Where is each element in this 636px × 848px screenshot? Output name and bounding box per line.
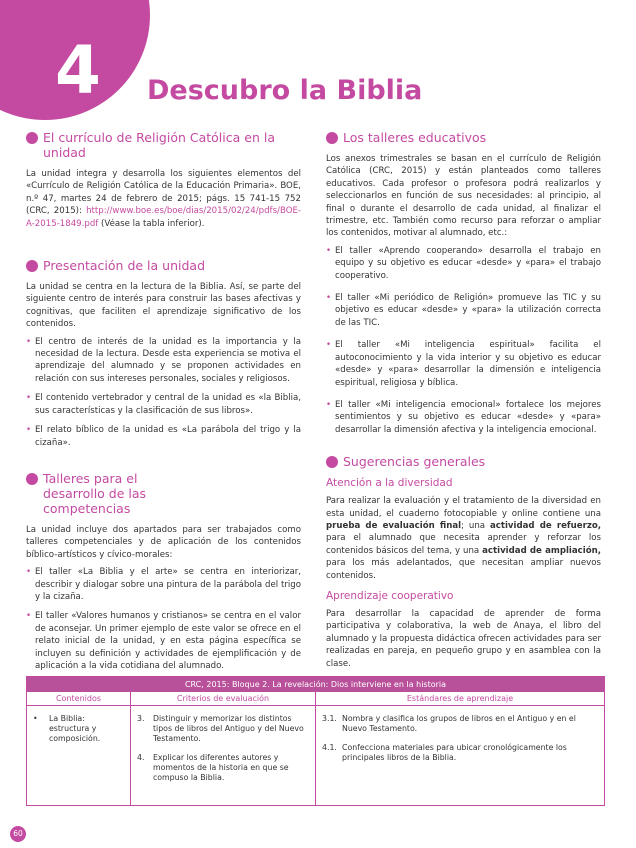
section-heading: El currículo de Religión Católica en la unidad xyxy=(26,130,301,160)
list-item: • El taller «Valores humanos y cristianos» se centra en el valor de aconsejar. Un primer ejemplo de este valor se ofrece en el relato inicial de la unidad, y en esta página específica se incluyen su definición y actividades de ejemplificación y de aplicación a la vida cotidiana del alumnado. xyxy=(26,610,301,672)
list-item: • El contenido vertebrador y central de la unidad es «la Biblia, sus características y la clasificación de sus libros». xyxy=(26,392,301,417)
left-column xyxy=(26,130,301,679)
page-title: Descubro la Biblia xyxy=(147,75,423,106)
list-item: • El relato bíblico de la unidad es «La parábola del trigo y la cizaña». xyxy=(26,424,301,449)
table-cell: • La Biblia: estructura y composición. xyxy=(27,706,131,805)
section-heading: Los talleres educativos xyxy=(326,130,601,145)
list-item: • El taller «Mi inteligencia emocional» fortalece los mejores sentimientos y su objetivo es educar «desde» y «para» desarrollar la dimensión afectiva y la inteligencia emocional. xyxy=(326,399,601,436)
chapter-number: 4 xyxy=(55,32,101,109)
subheading-cooperativo: Aprendizaje cooperativo xyxy=(326,589,454,602)
table-cell: 3. Distinguir y memorizar los distintos tipos de libros del Antiguo y del Nuevo Testamento. 4. Explicar los diferentes autores y momentos de la historia en que se compuso la Biblia. xyxy=(131,706,316,805)
bullet-dot-icon xyxy=(26,260,38,272)
bullet-dot-icon xyxy=(26,473,38,485)
bullet-dot-icon xyxy=(26,132,38,144)
section-presentacion xyxy=(26,258,301,449)
paragraph: La unidad se centra en la lectura de la Biblia. Así, se parte del siguiente centro de interés para construir las bases afectivas y cognitivas, que faciliten el aprendizaje significativo de los contenidos. xyxy=(26,282,301,330)
bullet-list xyxy=(26,336,301,449)
column-header: Estándares de aprendizaje xyxy=(406,694,514,703)
list-item: • El taller «La Biblia y el arte» se centra en interiorizar, describir y dialogar sobre una pintura de la parábola del trigo y la cizaña. xyxy=(26,566,301,603)
paragraph: La unidad incluye dos apartados para ser trabajados como talleres competenciales y de aplicación de los contenidos bíblico-artísticos y cívico-morales: xyxy=(26,524,301,560)
section-talleres-educativos xyxy=(326,130,601,436)
page-number: 60 xyxy=(10,826,26,842)
list-item: • El taller «Mi periódico de Religión» promueve las TIC y su objetivo es educar «desde» y «para» la utilización correcta de las TIC. xyxy=(326,292,601,329)
paragraph: Para desarrollar la capacidad de aprender de forma participativa y colaborativa, la web de Anaya, el libro del alumnado y la propuesta didáctica ofrecen actividades para ser realizadas en pareja, en pequeño grupo y en asamblea con la clase. xyxy=(326,608,601,669)
curriculum-table xyxy=(26,676,605,806)
column-header: Criterios de evaluación xyxy=(131,692,316,705)
bullet-list xyxy=(326,245,601,436)
subheading-diversidad: Atención a la diversidad xyxy=(326,477,453,490)
bullet-list xyxy=(26,566,301,672)
column-header: Contenidos xyxy=(27,692,131,705)
section-heading: Talleres para el desarrollo de las competencias xyxy=(26,471,301,516)
paragraph: La unidad integra y desarrolla los siguientes elementos del «Currículo de Religión Católica de la Educación Primaria». BOE, n.º 47, martes 24 de febrero de 2015; págs. 15 741-15 752 (CRC, 2015): http://www.boe.es/boe/dias/2015/02/24/pdfs/BOE-A-2015-1849.pdf (Véase la tabla inferior). xyxy=(26,169,301,229)
bullet-dot-icon xyxy=(326,132,338,144)
list-item: • El centro de interés de la unidad es la importancia y la necesidad de la lectura. Desde esta experiencia se motiva el aprendizaje del alumnado y se proponen actividades en relación con sus intereses personales, sociales y religiosos. xyxy=(26,336,301,386)
table-header xyxy=(27,692,604,706)
table-cell: 3.1. Nombra y clasifica los grupos de libros en el Antiguo y en el Nuevo Testamento. 4.1. Confecciona materiales para ubicar cronológicamente los principales libros de la Biblia. xyxy=(322,714,576,762)
section-curriculo xyxy=(26,130,301,230)
section-heading: Presentación de la unidad xyxy=(26,258,301,273)
right-column xyxy=(326,130,601,670)
boe-link[interactable]: http://www.boe.es/boe/dias/2015/02/24/pdfs/BOE-A-2015-1849.pdf xyxy=(26,206,301,229)
section-talleres-competencias xyxy=(26,471,301,672)
list-item: • El taller «Aprendo cooperando» desarrolla el trabajo en equipo y su objetivo es educar «desde» y «para» el trabajo cooperativo. xyxy=(326,245,601,282)
list-item: • El taller «Mi inteligencia espiritual» facilita el autoconocimiento y la vida interior y su objetivo es educar «desde» y «para» desarrollar la dimensión e inteligencia espiritual, religiosa y bíblica. xyxy=(326,339,601,389)
bullet-dot-icon xyxy=(326,456,338,468)
section-heading: Sugerencias generales xyxy=(326,454,601,469)
section-sugerencias xyxy=(326,454,601,670)
table-title: CRC, 2015: Bloque 2. La revelación: Dios interviene en la historia xyxy=(27,677,604,692)
paragraph: Los anexos trimestrales se basan en el currículo de Religión Católica (CRC, 2015) y están planteados como talleres educativos. Cada profesor o profesora podrá realizarlos y seleccionarlos en función de sus necesidades: al principio, al final o durante el desarrollo de cada unidad, al finalizar el trimestre, etc. También como recurso para reforzar o ampliar los contenidos, motivar al alumnado, etc.: xyxy=(326,154,601,239)
paragraph: Para realizar la evaluación y el tratamiento de la diversidad en esta unidad, el cuaderno fotocopiable y online contiene una prueba de evaluación final; una actividad de refuerzo, para el alumnado que necesita aprender y reforzar los contenidos básicos del tema, y una actividad de ampliación, para los más adelantados, que necesitan ampliar nuevos contenidos. xyxy=(326,496,601,581)
table-row xyxy=(27,706,604,805)
